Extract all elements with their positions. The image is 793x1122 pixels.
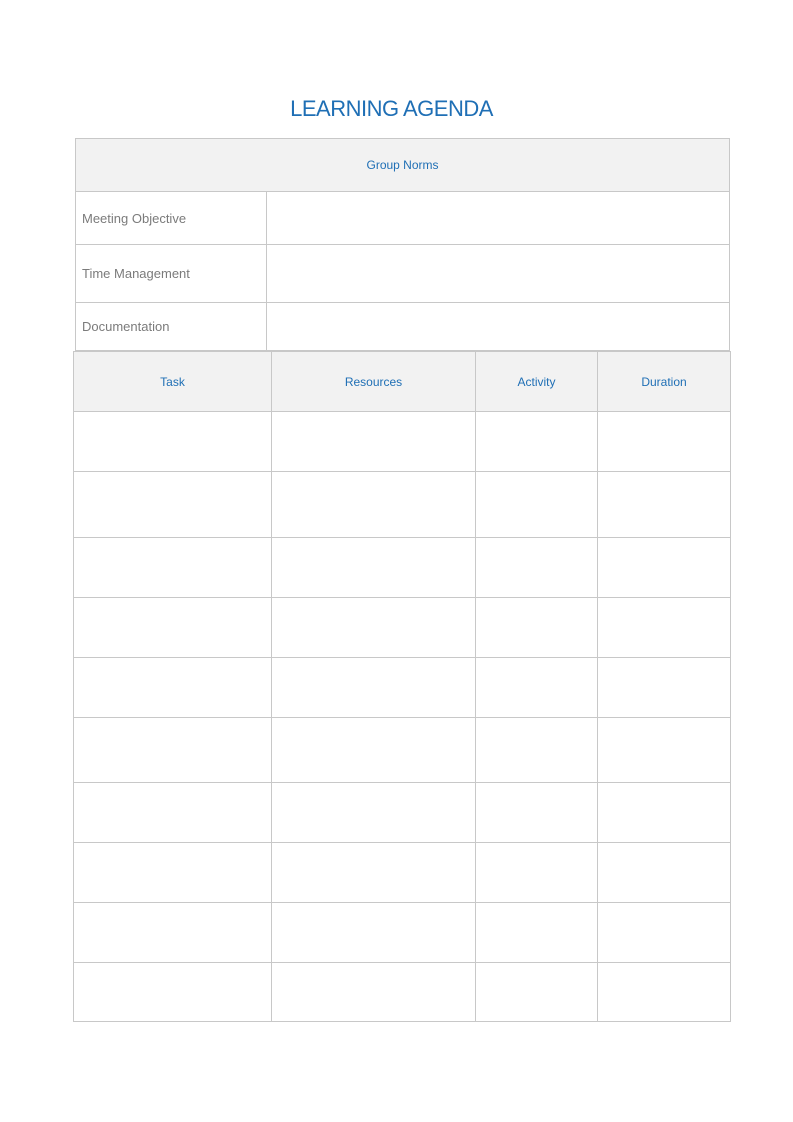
activity-cell[interactable] [476,538,598,598]
activity-cell[interactable] [476,843,598,903]
duration-cell[interactable] [598,412,731,472]
resources-cell[interactable] [272,658,476,718]
info-row [76,303,730,351]
documentation-field[interactable] [267,303,730,351]
activity-cell[interactable] [476,472,598,538]
task-table [73,351,731,1022]
table-row [74,658,731,718]
duration-cell[interactable] [598,963,731,1022]
info-row [76,192,730,245]
resources-cell[interactable] [272,963,476,1022]
group-norms-table [75,138,730,351]
group-norms-header: Group Norms [76,139,730,192]
resources-cell[interactable] [272,843,476,903]
duration-cell[interactable] [598,843,731,903]
task-cell[interactable] [74,658,272,718]
table-row [74,412,731,472]
activity-cell[interactable] [476,783,598,843]
column-header-duration: Duration [598,352,731,412]
activity-cell[interactable] [476,598,598,658]
column-header-task: Task [74,352,272,412]
column-header-resources: Resources [272,352,476,412]
time-management-field[interactable] [267,245,730,303]
meeting-objective-field[interactable] [267,192,730,245]
activity-cell[interactable] [476,718,598,783]
activity-cell[interactable] [476,412,598,472]
table-row [74,843,731,903]
task-cell[interactable] [74,538,272,598]
documentation-label: Documentation [76,303,267,351]
duration-cell[interactable] [598,538,731,598]
task-cell[interactable] [74,412,272,472]
resources-cell[interactable] [272,538,476,598]
task-cell[interactable] [74,843,272,903]
resources-cell[interactable] [272,783,476,843]
task-table-header-row [74,352,731,412]
table-row [74,963,731,1022]
duration-cell[interactable] [598,598,731,658]
task-cell[interactable] [74,718,272,783]
duration-cell[interactable] [598,783,731,843]
column-header-activity: Activity [476,352,598,412]
table-row [74,718,731,783]
duration-cell[interactable] [598,472,731,538]
task-cell[interactable] [74,903,272,963]
group-norms-header-row [76,139,730,192]
task-cell[interactable] [74,963,272,1022]
time-management-label: Time Management [76,245,267,303]
duration-cell[interactable] [598,658,731,718]
resources-cell[interactable] [272,412,476,472]
task-cell[interactable] [74,598,272,658]
task-cell[interactable] [74,783,272,843]
activity-cell[interactable] [476,903,598,963]
table-row [74,538,731,598]
duration-cell[interactable] [598,903,731,963]
resources-cell[interactable] [272,903,476,963]
table-row [74,903,731,963]
table-row [74,783,731,843]
task-cell[interactable] [74,472,272,538]
resources-cell[interactable] [272,598,476,658]
duration-cell[interactable] [598,718,731,783]
page-title: LEARNING AGENDA [290,96,493,121]
resources-cell[interactable] [272,472,476,538]
activity-cell[interactable] [476,963,598,1022]
info-row [76,245,730,303]
table-row [74,472,731,538]
task-table-body [74,412,731,1022]
meeting-objective-label: Meeting Objective [76,192,267,245]
resources-cell[interactable] [272,718,476,783]
table-row [74,598,731,658]
activity-cell[interactable] [476,658,598,718]
